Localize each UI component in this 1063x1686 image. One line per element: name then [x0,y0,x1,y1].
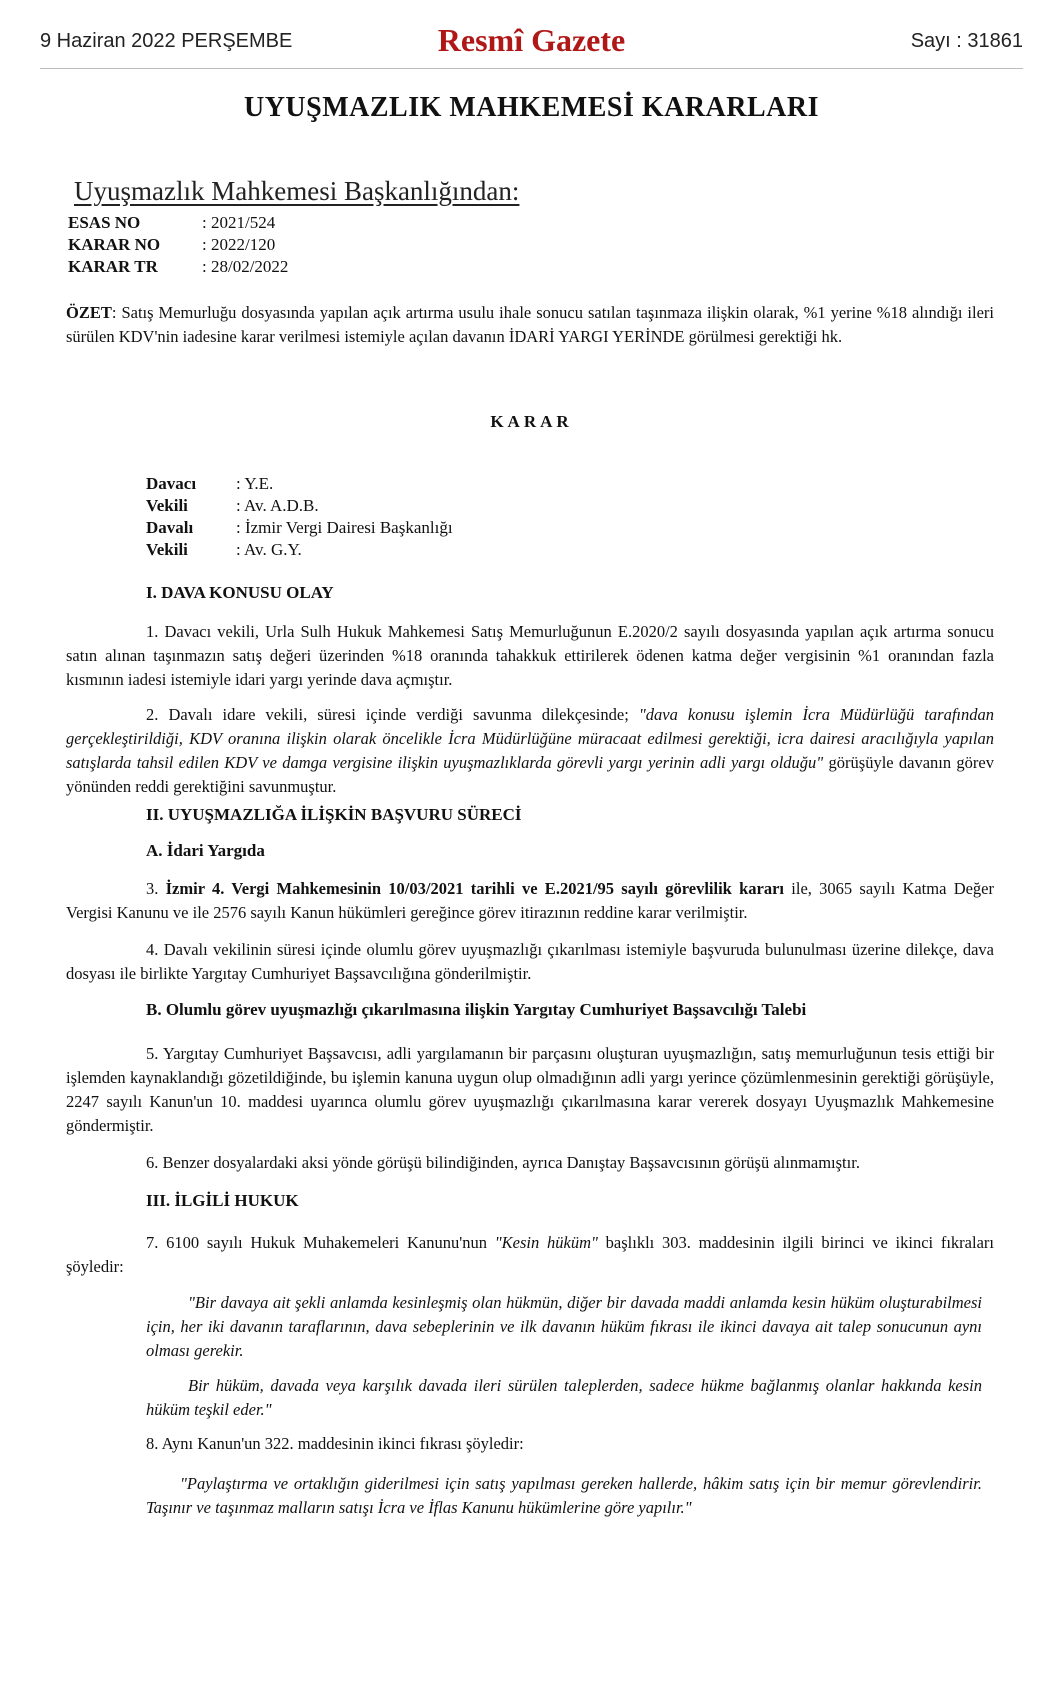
case-info-value: : 2021/524 [202,213,276,232]
issuing-authority: Uyuşmazlık Mahkemesi Başkanlığından: [74,176,520,206]
subsection-heading: A. İdari Yargıda [146,841,265,860]
paragraph-3 [66,877,994,925]
case-info-label: KARAR NO [68,235,161,254]
summary [66,301,994,349]
case-info-value: : 2022/120 [202,235,276,254]
paragraph-1: 1. Davacı vekili, Urla Sulh Hukuk Mahkemesi Satış Memurluğunun E.2020/2 sayılı dosyasında yapılan açık artırma sonucu satın alınan taşınmazın satış değeri üzerinden %18 oranında tahakkuk ettirilerek ödenen katma değer vergisinin %1 oranından fazla kısmının iadesi istemiyle idari yargı yerinde dava açmıştır. [66,622,994,689]
section-heading: III. İLGİLİ HUKUK [146,1191,299,1210]
quote-1: "Bir davaya ait şekli anlamda kesinleşmiş olan hükmün, diğer bir davada maddi anlamda kesin hüküm oluşturabilmesi için, her iki davanın taraflarının, dava sebeplerinin ve ilk davanın hüküm fıkrası ile ikinci davaya ait talep sonucunun aynı olması gerekir. [146,1293,982,1360]
gazette-title: Resmî Gazete [437,22,626,58]
paragraph-4: 4. Davalı vekilinin süresi içinde olumlu görev uyuşmazlığı çıkarılması istemiyle başvuruda bulunulması üzerine dilekçe, dava dosyası ile birlikte Yargıtay Cumhuriyet Başsavcılığına gönderilmiştir. [66,940,994,983]
party-label: Davacı [146,474,197,493]
paragraph-2-end: görüşüyle davanın görev yönünden reddi gerektiğini savunmuştur. [66,753,995,796]
section-heading: II. UYUŞMAZLIĞA İLİŞKİN BAŞVURU SÜRECİ [146,805,522,824]
gazette-header [40,22,1023,69]
party-value: : Av. G.Y. [236,540,302,559]
party-label: Vekili [146,496,188,515]
page-title: UYUŞMAZLIK MAHKEMESİ KARARLARI [243,92,820,123]
paragraph-8: 8. Aynı Kanun'un 322. maddesinin ikinci fıkrası şöyledir: [146,1434,524,1453]
issue-number: Sayı : 31861 [910,30,1023,52]
party-value: : Y.E. [236,474,274,493]
summary-label: ÖZET [66,303,112,322]
paragraph-3-number: 3. [146,879,166,898]
quote-3: "Paylaştırma ve ortaklığın giderilmesi için satış yapılması gereken hallerde, hâkim satış için bir memur görevlendirir. Taşınır ve taşınmaz malların satışı İcra ve İflas Kanunu hükümlerine göre yapılır." [146,1474,982,1517]
summary-text: : Satış Memurluğu dosyasında yapılan açık artırma usulu ihale sonucu satılan taşınmaza ilişkin olarak, %1 yerine %18 alındığı ileri sürülen KDV'nin iadesine karar verilmesi istemiyle açılan davanın İDARİ YARGI YERİNDE görülmesi gerektiği hk. [66,303,994,346]
case-info-value: : 28/02/2022 [202,257,289,276]
paragraph-3-end: ile, 3065 sayılı Katma Değer Vergisi Kanunu ve ile 2576 sayılı Kanun hükümleri gereğince görev itirazının reddine karar verilmiştir. [66,879,994,922]
paragraph-6: 6. Benzer dosyalardaki aksi yönde görüşü bilindiğinden, ayrıca Danıştay Başsavcısının görüşü alınmamıştır. [146,1153,860,1172]
paragraph-2 [66,703,994,799]
case-info [68,213,468,279]
case-info-label: KARAR TR [68,257,158,276]
party-value: : İzmir Vergi Dairesi Başkanlığı [236,518,453,537]
paragraph-7-end: başlıklı 303. maddesinin ilgili birinci ve ikinci fıkraları şöyledir: [66,1233,994,1276]
paragraph-2-quote: "dava konusu işlemin İcra Müdürlüğü tarafından gerçekleştirildiği, KDV oranına ilişkin olarak öncelikle İcra Müdürlüğüne müracaat edilmesi gerektiği, icra dairesi aracılığıyla yapılan satışlarda tahsil edilen KDV ve damga vergisine ilişkin uyuşmazlıklarda görevli yargı yerinin adli yargı olduğu" [66,705,994,772]
paragraph-2-start: 2. Davalı idare vekili, süresi içinde verdiği savunma dilekçesinde; [146,705,639,724]
paragraph-5: 5. Yargıtay Cumhuriyet Başsavcısı, adli yargılamanın bir parçasını oluşturan uyuşmazlığın, satış memurluğunun tesis ettiği bir işlemden kaynaklandığı gözetildiğinde, bu işlemin kanuna uygun olup olmadığının adli yargı yerince çözümlenmesinin gerektiği görüşüyle, 2247 sayılı Kanun'un 10. maddesi uyarınca olumlu görev uyuşmazlığı çıkarılmasına karar vererek dosyayı Uyuşmazlık Mahkemesine göndermiştir. [66,1044,994,1135]
decision-heading: KARAR [490,412,573,431]
parties [146,474,646,564]
paragraph-7-quote: "Kesin hüküm" [494,1233,598,1252]
paragraph-7-start: 7. 6100 sayılı Hukuk Muhakemeleri Kanunu'nun [146,1233,495,1252]
paragraph-3-bold: İzmir 4. Vergi Mahkemesinin 10/03/2021 tarihli ve E.2021/95 sayılı görevlilik kararı [165,879,785,898]
party-value: : Av. A.D.B. [236,496,319,515]
quote-2: Bir hüküm, davada veya karşılık davada ileri sürülen taleplerden, sadece hükme bağlanmış olanlar hakkında kesin hüküm teşkil eder." [146,1376,982,1419]
section-heading: I. DAVA KONUSU OLAY [146,583,334,602]
party-label: Davalı [146,518,194,537]
party-label: Vekili [146,540,188,559]
paragraph-7 [66,1231,994,1279]
header-date: 9 Haziran 2022 PERŞEMBE [40,30,293,52]
subsection-heading: B. Olumlu görev uyuşmazlığı çıkarılmasına ilişkin Yargıtay Cumhuriyet Başsavcılığı Talebi [146,1000,807,1019]
case-info-label: ESAS NO [68,213,141,232]
